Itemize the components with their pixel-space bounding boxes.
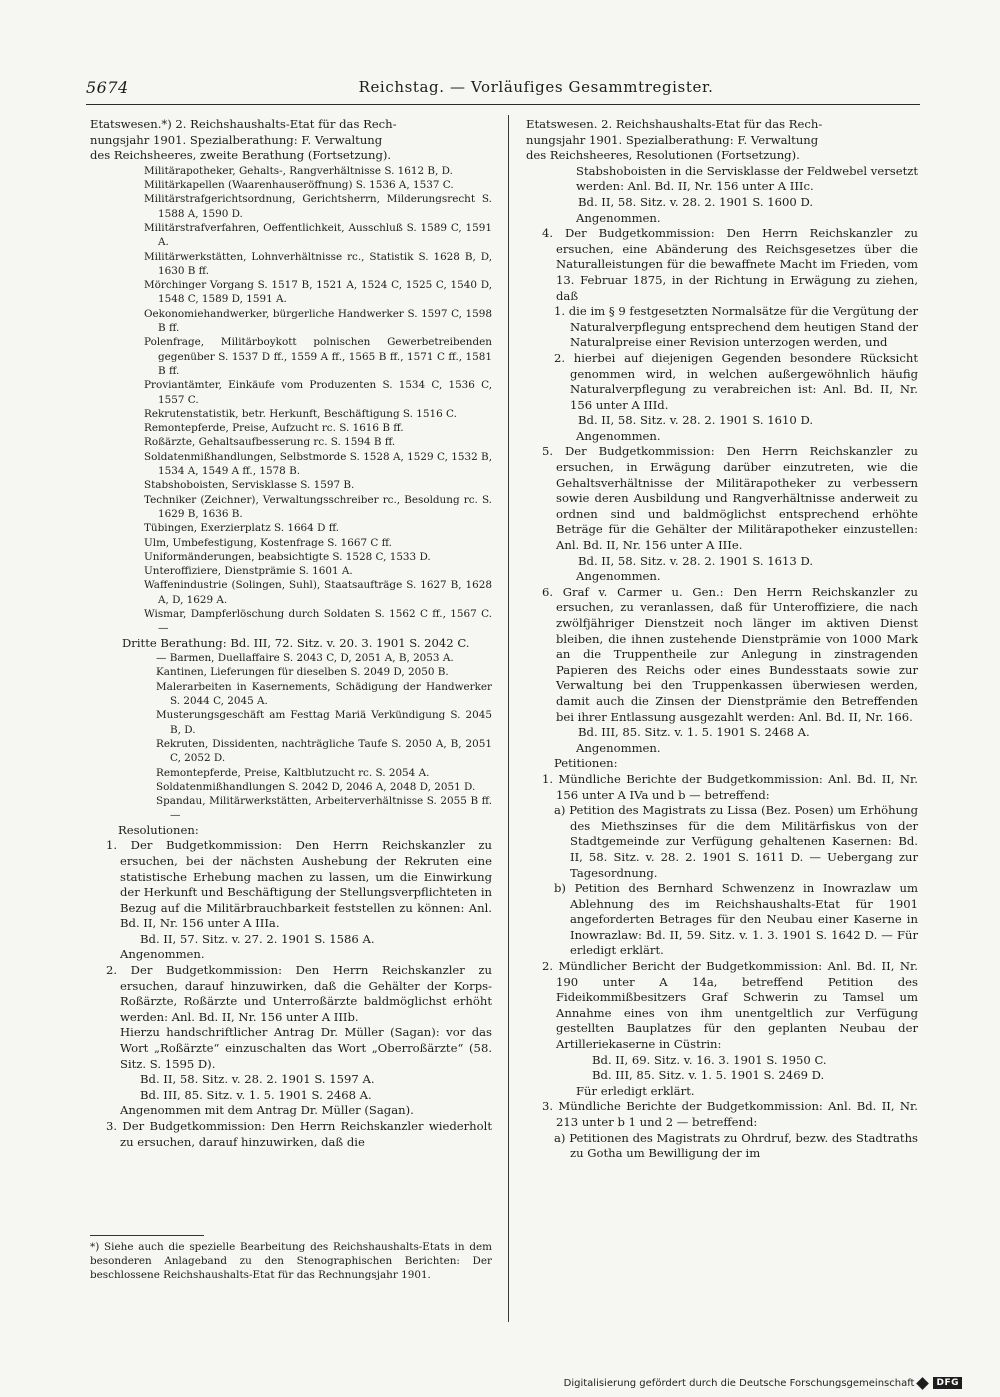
session-reference: Bd. II, 58. Sitz. v. 28. 2. 1901 S. 1610 D. [578, 413, 814, 428]
index-entry: Soldatenmißhandlungen, Selbstmorde S. 1528 A, 1529 C, 1532 B, 1534 A, 1549 A ff., 1578 B. [144, 450, 492, 478]
resolution-status: Angenommen. [576, 569, 661, 584]
digitization-credit [564, 1377, 962, 1389]
resolution-item: 1. Der Budgetkommission: Den Herrn Reichskanzler zu ersuchen, bei der nächsten Aushebung der Rekruten eine statistische Erhebung machen zu lassen, um die Einwirkung der Herkunft und Beschäftigung der Stellungsverpflichteten in Bezug auf die Militärbrauchbarkeit feststellen zu können: Anl. Bd. II, Nr. 156 unter A IIIa. [106, 838, 492, 931]
petitions-label: Petitionen: [554, 756, 618, 771]
index-entry: Spandau, Militärwerkstätten, Arbeiterverhältnisse S. 2055 B ff. — [156, 795, 492, 822]
index-entry: Roßärzte, Gehaltsaufbesserung rc. S. 1594 B ff. [144, 436, 396, 449]
section-heading-line: nungsjahr 1901. Spezialberathung: F. Verwaltung [90, 132, 383, 147]
resolution-status: Angenommen. [120, 947, 205, 962]
third-reading-entries [90, 651, 492, 823]
session-reference: Bd. II, 57. Sitz. v. 27. 2. 1901 S. 1586 A. [140, 931, 375, 946]
index-entry: Remontepferde, Preise, Kaltblutzucht rc. S. 2054 A. [156, 766, 430, 779]
section-heading-line: des Reichsheeres, zweite Berathung (Fortsetzung). [90, 148, 392, 163]
session-reference: Bd. III, 85. Sitz. v. 1. 5. 1901 S. 2468 A. [578, 725, 810, 740]
index-entry: Militärapotheker, Gehalts-, Rangverhältnisse S. 1612 B, D. [144, 164, 453, 177]
index-entry: Ulm, Umbefestigung, Kostenfrage S. 1667 C ff. [144, 536, 392, 549]
session-reference: Bd. III, 85. Sitz. v. 1. 5. 1901 S. 2469 D. [592, 1068, 825, 1083]
petition-subitem: a) Petitionen des Magistrats zu Ohrdruf, bezw. des Stadtraths zu Gotha um Bewilligung der im [554, 1130, 918, 1161]
index-entry: Militärkapellen (Waarenhauseröffnung) S. 1536 A, 1537 C. [144, 179, 454, 192]
index-entry: Stabshoboisten, Servisklasse S. 1597 B. [144, 479, 355, 492]
index-entry: Militärwerkstätten, Lohnverhältnisse rc., Statistik S. 1628 B, D, 1630 B ff. [144, 250, 492, 277]
footnote-rule [90, 1235, 204, 1236]
index-entry: Oekonomiehandwerker, bürgerliche Handwerker S. 1597 C, 1598 B ff. [144, 307, 492, 335]
petition-subitem: a) Petition des Magistrats zu Lissa (Bez. Posen) um Erhöhung des Miethszinses für die dem Militärfiskus von der Stadtgemeinde zur Verfügung gehaltenen Kasernen: Bd. II, 58. Sitz. v. 28. 2. 1901 S. 1611 D. — Uebergang zur Tagesordnung. [554, 803, 918, 880]
index-entry: Rekrutenstatistik, betr. Herkunft, Beschäftigung S. 1516 C. [144, 407, 457, 420]
right-column [526, 117, 918, 1162]
section-heading-line: Etatswesen. 2. Reichshaushalts-Etat für das Rech- [526, 117, 823, 131]
petition-subitem: b) Petition des Bernhard Schwenzenz in Inowrazlaw um Ablehnung des im Reichshaushalts-Etat für 1901 angeforderten Betrages für den Neubau einer Kaserne in Inowrazlaw: Bd. II, 59. Sitz. v. 1. 3. 1901 S. 1642 D. — Für erledigt erklärt. [554, 881, 918, 958]
petition-status: Für erledigt erklärt. [576, 1083, 695, 1098]
index-entry: Remontepferde, Preise, Aufzucht rc. S. 1616 B ff. [144, 422, 404, 435]
resolutions-label: Resolutionen: [118, 822, 199, 837]
resolution-status: Angenommen. [576, 740, 661, 755]
petition-item: 2. Mündlicher Bericht der Budgetkommission: Anl. Bd. II, Nr. 190 unter A 14a, betreffend Petition des Fideikommißbesitzers Graf Schwerin zu Tamsel um Annahme eines von ihm unentgeltlich zur Verfügung gestellten Bauplatzes für den geplanten Neubau der Artilleriekaserne in Cüstrin: [542, 959, 918, 1052]
index-entry: Militärstrafverfahren, Oeffentlichkeit, Ausschluß S. 1589 C, 1591 A. [144, 221, 492, 249]
dfg-diamond-icon [917, 1377, 930, 1390]
index-entry: Unteroffiziere, Dienstprämie S. 1601 A. [144, 565, 353, 578]
session-reference: Bd. II, 69. Sitz. v. 16. 3. 1901 S. 1950 C. [592, 1052, 827, 1067]
index-entry: Musterungsgeschäft am Festtag Mariä Verkündigung S. 2045 B, D. [156, 709, 492, 736]
index-entry: Malerarbeiten in Kasernements, Schädigung der Handwerker S. 2044 C, 2045 A. [156, 680, 492, 708]
resolution-status: Angenommen. [576, 210, 661, 225]
resolution-subitem: 1. die im § 9 festgesetzten Normalsätze für die Vergütung der Naturalverpflegung entsprechend dem heutigen Stand der Naturalpreise einer Revision unterzogen werden, und [554, 304, 918, 350]
index-entry: Tübingen, Exerzierplatz S. 1664 D ff. [144, 522, 340, 535]
resolution-item: 4. Der Budgetkommission: Den Herrn Reichskanzler zu ersuchen, eine Abänderung des Reichsgesetzes über die Naturalleistungen für die bewaffnete Macht im Frieden, vom 13. Februar 1875, in der Richtung in Erwägung zu ziehen, daß [542, 226, 918, 303]
header-rule [86, 104, 920, 105]
section-heading-line: des Reichsheeres, Resolutionen (Fortsetzung). [526, 148, 800, 163]
resolution-item: 5. Der Budgetkommission: Den Herrn Reichskanzler zu ersuchen, in Erwägung darüber einzutreten, wie die Gehaltsverhältnisse der Militärapotheker zu verbessern sowie deren Ausbildung und Rangverhältnisse anderweit zu ordnen sind und baldmöglichst entsprechend erhöhte Beträge für die Gehälter der Militärapotheker einzustellen: Anl. Bd. II, Nr. 156 unter A IIIe. [542, 444, 918, 553]
left-column [90, 117, 492, 1150]
running-title: Reichstag. — Vorläufiges Gesammtregister. [358, 78, 714, 96]
index-entry: Rekruten, Dissidenten, nachträgliche Taufe S. 2050 A, B, 2051 C, 2052 D. [156, 737, 492, 765]
debate-entries [90, 164, 492, 636]
section-heading-line: Etatswesen.*) 2. Reichshaushalts-Etat für das Rech- [90, 117, 397, 131]
session-reference: Bd. II, 58. Sitz. v. 28. 2. 1901 S. 1600 D. [578, 194, 814, 209]
session-reference: Bd. II, 58. Sitz. v. 28. 2. 1901 S. 1613 D. [578, 553, 814, 568]
index-entry: Soldatenmißhandlungen S. 2042 D, 2046 A, 2048 D, 2051 D. [156, 780, 476, 793]
resolution-status: Angenommen. [576, 428, 661, 443]
section-heading-line: nungsjahr 1901. Spezialberathung: F. Verwaltung [526, 132, 819, 147]
page-number: 5674 [86, 78, 129, 97]
credit-text: Digitalisierung gefördert durch die Deutsche Forschungsgemeinschaft [563, 1377, 915, 1389]
resolution-status: Angenommen mit dem Antrag Dr. Müller (Sagan). [120, 1103, 414, 1118]
session-reference: Bd. II, 58. Sitz. v. 28. 2. 1901 S. 1597 A. [140, 1072, 375, 1087]
resolution-item: 3. Der Budgetkommission: Den Herrn Reichskanzler wiederholt zu ersuchen, darauf hinzuwirken, daß die [106, 1119, 492, 1149]
index-entry: Techniker (Zeichner), Verwaltungsschreiber rc., Besoldung rc. S. 1629 B, 1636 B. [144, 493, 492, 520]
index-entry: Uniformänderungen, beabsichtigte S. 1528 C, 1533 D. [144, 550, 431, 563]
index-entry: Wismar, Dampferlöschung durch Soldaten S. 1562 C ff., 1567 C. — [144, 607, 492, 635]
session-reference: Bd. III, 85. Sitz. v. 1. 5. 1901 S. 2468 A. [140, 1087, 372, 1102]
petition-item: 3. Mündliche Berichte der Budgetkommission: Anl. Bd. II, Nr. 213 unter b 1 und 2 — betreffend: [542, 1099, 918, 1129]
index-entry: Kantinen, Lieferungen für dieselben S. 2049 D, 2050 B. [156, 666, 449, 679]
index-entry: Polenfrage, Militärboykott polnischen Gewerbetreibenden gegenüber S. 1537 D ff., 1559 A ff., 1565 B ff., 1571 C ff., 1581 B ff. [144, 336, 492, 377]
page-header [86, 78, 920, 100]
index-entry: Proviantämter, Einkäufe vom Produzenten S. 1534 C, 1536 C, 1557 C. [144, 379, 492, 406]
resolution-continuation: Stabshoboisten in die Servisklasse der Feldwebel versetzt werden: Anl. Bd. II, Nr. 156 unter A IIIc. [576, 163, 918, 194]
resolution-item: 6. Graf v. Carmer u. Gen.: Den Herrn Reichskanzler zu ersuchen, zu veranlassen, daß für Unteroffiziere, die nach zwölfjähriger Dienstzeit noch länger im aktiven Dienst bleiben, die ihnen zustehende Dienstprämie von 1000 Mark an die Truppentheile zur Anlegung in zinstragenden Papieren des Reichs oder eines Bundesstaats sowie zur Verwaltung bei den Truppenkassen überwiesen werden, damit auch die Zinsen der Dienstprämie den Betreffenden bei ihrer Entlassung ausgezahlt werden: Anl. Bd. II, Nr. 166. [542, 584, 918, 724]
index-entry: — Barmen, Duellaffaire S. 2043 C, D, 2051 A, B, 2053 A. [156, 652, 454, 665]
third-reading: Dritte Berathung: Bd. III, 72. Sitz. v. 20. 3. 1901 S. 2042 C. [122, 635, 470, 650]
amendment-note: Hierzu handschriftlicher Antrag Dr. Müller (Sagan): vor das Wort „Roßärzte“ einzuschalten das Wort „Oberroßärzte“ (58. Sitz. S. 1595 D). [120, 1025, 492, 1071]
column-divider [508, 115, 509, 1322]
resolution-item: 2. Der Budgetkommission: Den Herrn Reichskanzler zu ersuchen, darauf hinzuwirken, daß die Gehälter der Korps-Roßärzte, Roßärzte und Unterroßärzte baldmöglichst erhöht werden: Anl. Bd. II, Nr. 156 unter A IIIb. [106, 963, 492, 1024]
resolution-subitem: 2. hierbei auf diejenigen Gegenden besondere Rücksicht genommen wird, in welchen außergewöhnlich häufig Naturalverpflegung zu verabreichen ist: Anl. Bd. II, Nr. 156 unter A IIId. [554, 350, 918, 412]
index-entry: Waffenindustrie (Solingen, Suhl), Staatsaufträge S. 1627 B, 1628 A, D, 1629 A. [144, 579, 492, 606]
footnote: *) Siehe auch die spezielle Bearbeitung des Reichshaushalts-Etats in dem besonderen Anlageband zu den Stenographischen Berichten: Der beschlossene Reichshaushalts-Etat für das Rechnungsjahr 1901. [90, 1241, 492, 1281]
petition-item: 1. Mündliche Berichte der Budgetkommission: Anl. Bd. II, Nr. 156 unter A IVa und b — betreffend: [542, 771, 918, 802]
index-entry: Mörchinger Vorgang S. 1517 B, 1521 A, 1524 C, 1525 C, 1540 D, 1548 C, 1589 D, 1591 A. [144, 279, 492, 306]
index-entry: Militärstrafgerichtsordnung, Gerichtsherrn, Milderungsrecht S. 1588 A, 1590 D. [144, 193, 492, 220]
dfg-logo: DFG [933, 1377, 962, 1389]
